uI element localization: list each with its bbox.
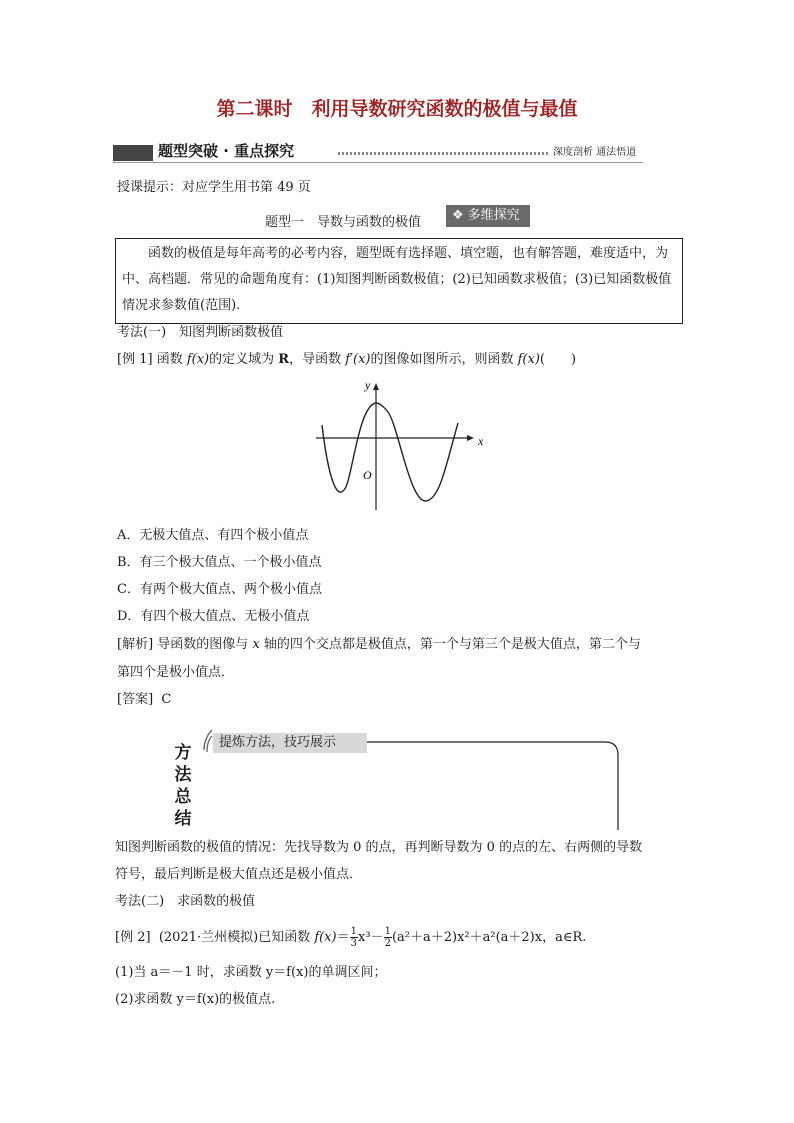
- option-b: B．有三个极大值点、一个极小值点: [117, 555, 322, 570]
- question-2: (2)求函数 y＝f(x)的极值点.: [115, 992, 276, 1007]
- derivative-curve: [322, 403, 458, 501]
- intro-text: 函数的极值是每年高考的必考内容，题型既有选择题、填空题，也有解答题，难度适中，为中、高档题．常见的命题角度有：(1)知图判断函数极值；(2)已知函数求极值；(3)已知函数极值情况求参数值(范围).: [122, 246, 672, 313]
- method-label: 提炼方法，技巧展示: [213, 733, 367, 753]
- option-a: A．无极大值点、有四个极小值点: [117, 528, 309, 543]
- problem-type-tag: [446, 205, 530, 227]
- x-label: x: [478, 434, 484, 448]
- method-vertical-title: 方 法 总 结: [174, 743, 192, 829]
- example-2-label: [例 2]: [115, 930, 151, 945]
- answer-value: C: [161, 692, 172, 707]
- analysis-label: [解析]: [117, 637, 154, 652]
- y-axis-arrow: [373, 383, 379, 390]
- fraction-one-half: $\frac{1}{2}$: [384, 926, 391, 949]
- question-1: (1)当 a＝－1 时，求函数 y＝f(x)的单调区间；: [115, 965, 387, 980]
- banner-underline: [113, 162, 643, 163]
- answer: [117, 687, 171, 713]
- teaching-hint: 授课提示：对应学生用书第 49 页: [117, 180, 311, 195]
- tag-label: 多维探究: [467, 208, 520, 223]
- analysis-line-2: 第四个是极小值点．: [117, 665, 235, 680]
- example-1-label: [例 1]: [117, 352, 153, 367]
- option-c: C．有两个极大值点、两个极小值点: [117, 582, 322, 597]
- y-label: y: [365, 378, 371, 392]
- section-heading-1: 考法(一) 知图判断函数极值: [117, 325, 284, 340]
- diamond-icon: ❖: [452, 208, 464, 223]
- analysis: [解析] 导函数的图像与 x 轴的四个交点都是极值点，第一个与第三个是极大值点，第二个与: [117, 637, 641, 652]
- math-R: R: [278, 352, 290, 367]
- problem-type-title: 题型一 导数与函数的极值: [265, 215, 422, 230]
- example-1: [例 1] 函数 f(x)的定义域为 R，导函数 f′(x)的图像如图所示，则函数 f(x)( ): [117, 352, 577, 367]
- fraction-one-third: $\frac{1}{3}$: [350, 926, 358, 949]
- banner-heading: 题型突破 · 重点探究: [158, 142, 295, 160]
- section-heading-2: 考法(二) 求函数的极值: [115, 894, 256, 909]
- page-title: 第二课时 利用导数研究函数的极值与最值: [216, 98, 578, 120]
- example-2: [例 2] (2021·兰州模拟)已知函数 f(x)＝ $\frac{1}{3}$ x³－ $\frac{1}{2}$ (a²＋a＋2)x²＋a²(a＋2)x，a∈R.: [115, 926, 587, 949]
- summary-line-1: 知图判断函数的极值的情况：先找导数为 0 的点，再判断导数为 0 的点的左、右两侧的导数: [115, 840, 643, 855]
- option-d: D．有四个极大值点、无极小值点: [117, 609, 310, 624]
- answer-label: [答案]: [117, 692, 154, 707]
- x-axis-arrow: [467, 435, 474, 441]
- banner-dotted-line: [338, 152, 548, 155]
- summary-line-2: 符号，最后判断是极大值点还是极小值点．: [115, 867, 363, 882]
- origin-label: O: [363, 468, 372, 482]
- intro-box: [115, 238, 683, 324]
- math-fx: f(x): [517, 352, 540, 367]
- math-fpx: f′(x): [345, 352, 371, 367]
- math-fx: f(x): [186, 352, 210, 367]
- derivative-graph: [300, 375, 490, 515]
- banner-subtitle: 深度剖析 通法悟道: [553, 147, 637, 158]
- banner-block: [113, 145, 153, 161]
